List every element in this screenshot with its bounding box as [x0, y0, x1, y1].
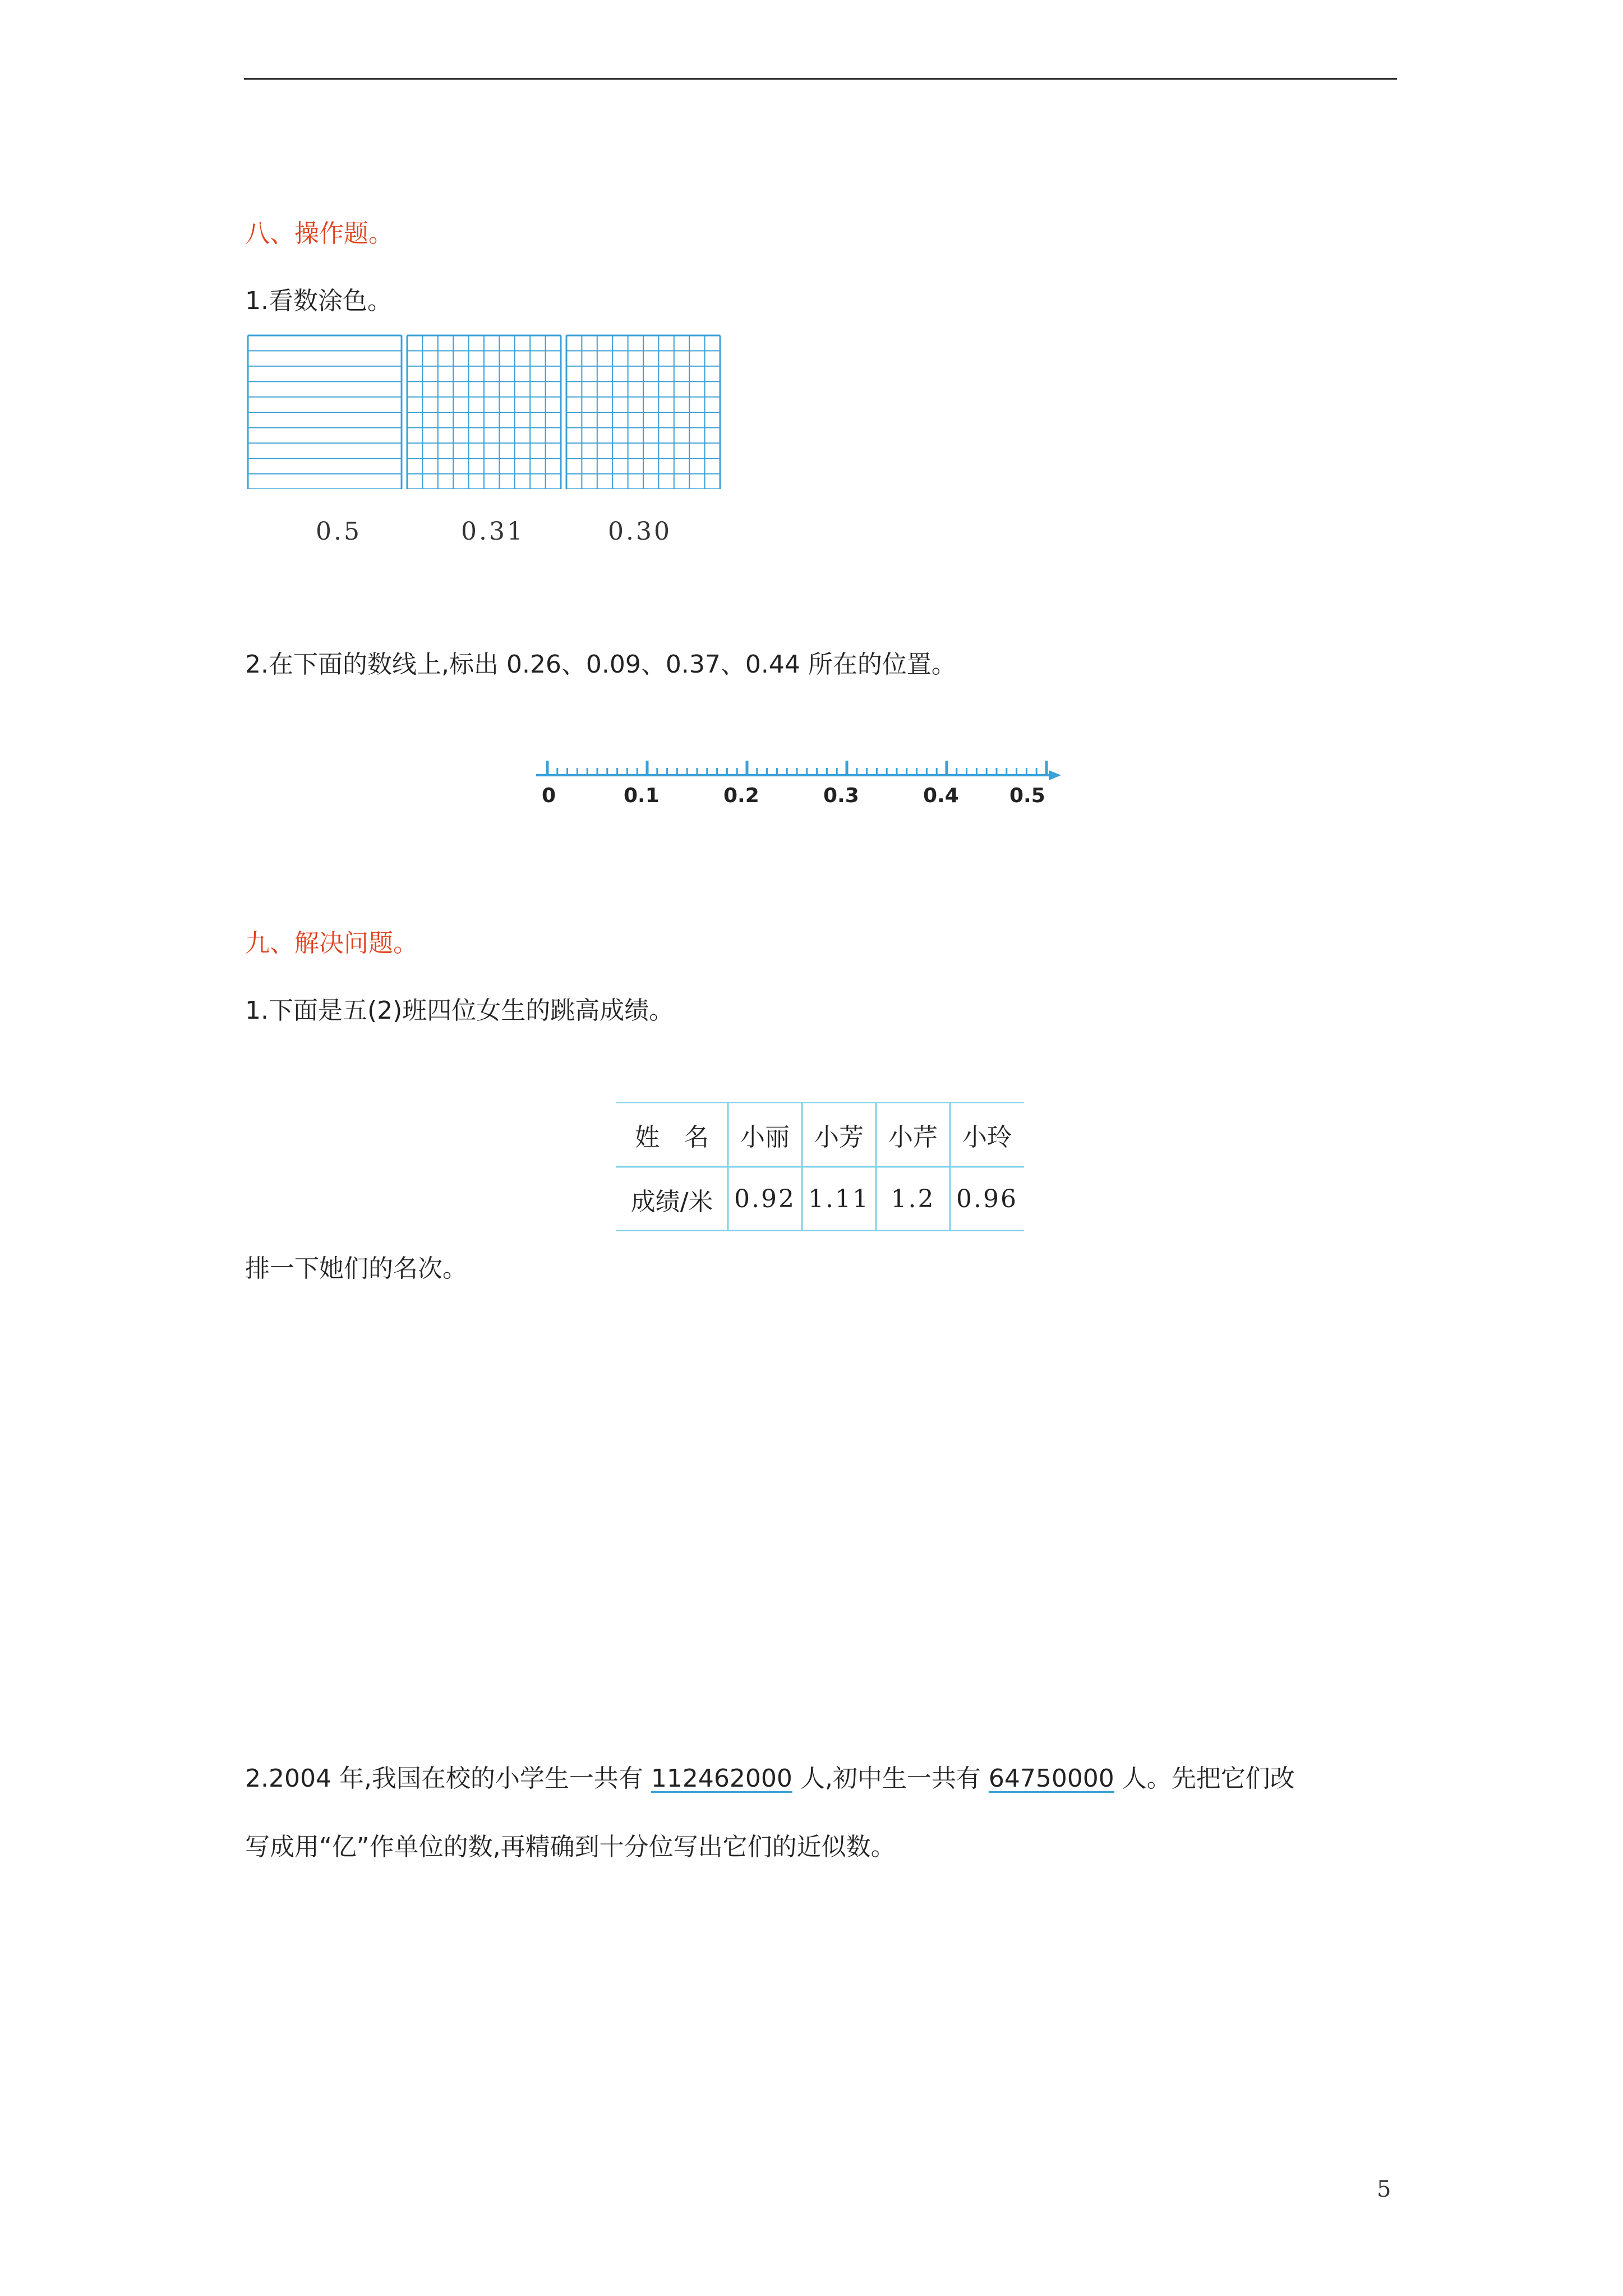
number-line-arrow-icon	[1049, 770, 1061, 780]
grid-label-1: 0.5	[316, 517, 362, 546]
question-9-2-line-1	[245, 1758, 1295, 1794]
number-line-label-0-4: 0.4	[923, 784, 959, 807]
number-line-label-0: 0	[542, 784, 556, 807]
section-9-title: 九、解决问题。	[245, 929, 418, 958]
question-9-1-instruction: 排一下她们的名次。	[245, 1254, 467, 1283]
shading-grids	[247, 334, 731, 489]
number-line[interactable]	[527, 752, 1066, 819]
number-line-label-0-5: 0.5	[1009, 784, 1045, 807]
header-rule	[244, 78, 1397, 80]
grid-tenths[interactable]	[248, 335, 402, 489]
grid-label-2: 0.31	[461, 517, 525, 546]
table-score-4: 0.96	[956, 1185, 1018, 1213]
table-name-1: 小丽	[740, 1122, 790, 1152]
question-9-2-line-2: 写成用“亿”作单位的数,再精确到十分位写出它们的近似数。	[245, 1833, 896, 1861]
table-score-3: 1.2	[891, 1185, 935, 1213]
table-score-2: 1.11	[808, 1185, 870, 1213]
question-8-1: 1.看数涂色。	[245, 287, 392, 315]
grid-hundredths-1[interactable]	[407, 335, 561, 489]
number-line-label-0-2: 0.2	[723, 784, 759, 807]
table-score-1: 0.92	[734, 1185, 796, 1213]
table-header-name: 姓 名	[635, 1122, 709, 1152]
question-9-2-text-c: 人。先把它们改	[1114, 1764, 1295, 1793]
question-9-1: 1.下面是五(2)班四位女生的跳高成绩。	[245, 996, 674, 1025]
table-name-2: 小芳	[814, 1122, 864, 1152]
jump-score-table	[616, 1102, 1024, 1231]
page-number: 5	[1377, 2177, 1391, 2202]
number-line-label-0-1: 0.1	[624, 784, 660, 807]
question-9-2-text-a: 2.2004 年,我国在校的小学生一共有	[245, 1764, 651, 1793]
question-8-2: 2.在下面的数线上,标出 0.26、0.09、0.37、0.44 所在的位置。	[245, 650, 956, 679]
table-name-3: 小芹	[888, 1122, 938, 1152]
section-8-title: 八、操作题。	[245, 219, 393, 248]
grid-label-3: 0.30	[608, 517, 672, 546]
primary-students-number: 112462000	[651, 1764, 792, 1793]
number-line-label-0-3: 0.3	[823, 784, 859, 807]
table-header-score: 成绩/米	[630, 1187, 713, 1216]
table-name-4: 小玲	[962, 1122, 1012, 1152]
middle-students-number: 64750000	[988, 1764, 1114, 1793]
question-9-2-text-b: 人,初中生一共有	[792, 1764, 989, 1793]
grid-hundredths-2[interactable]	[566, 335, 720, 489]
